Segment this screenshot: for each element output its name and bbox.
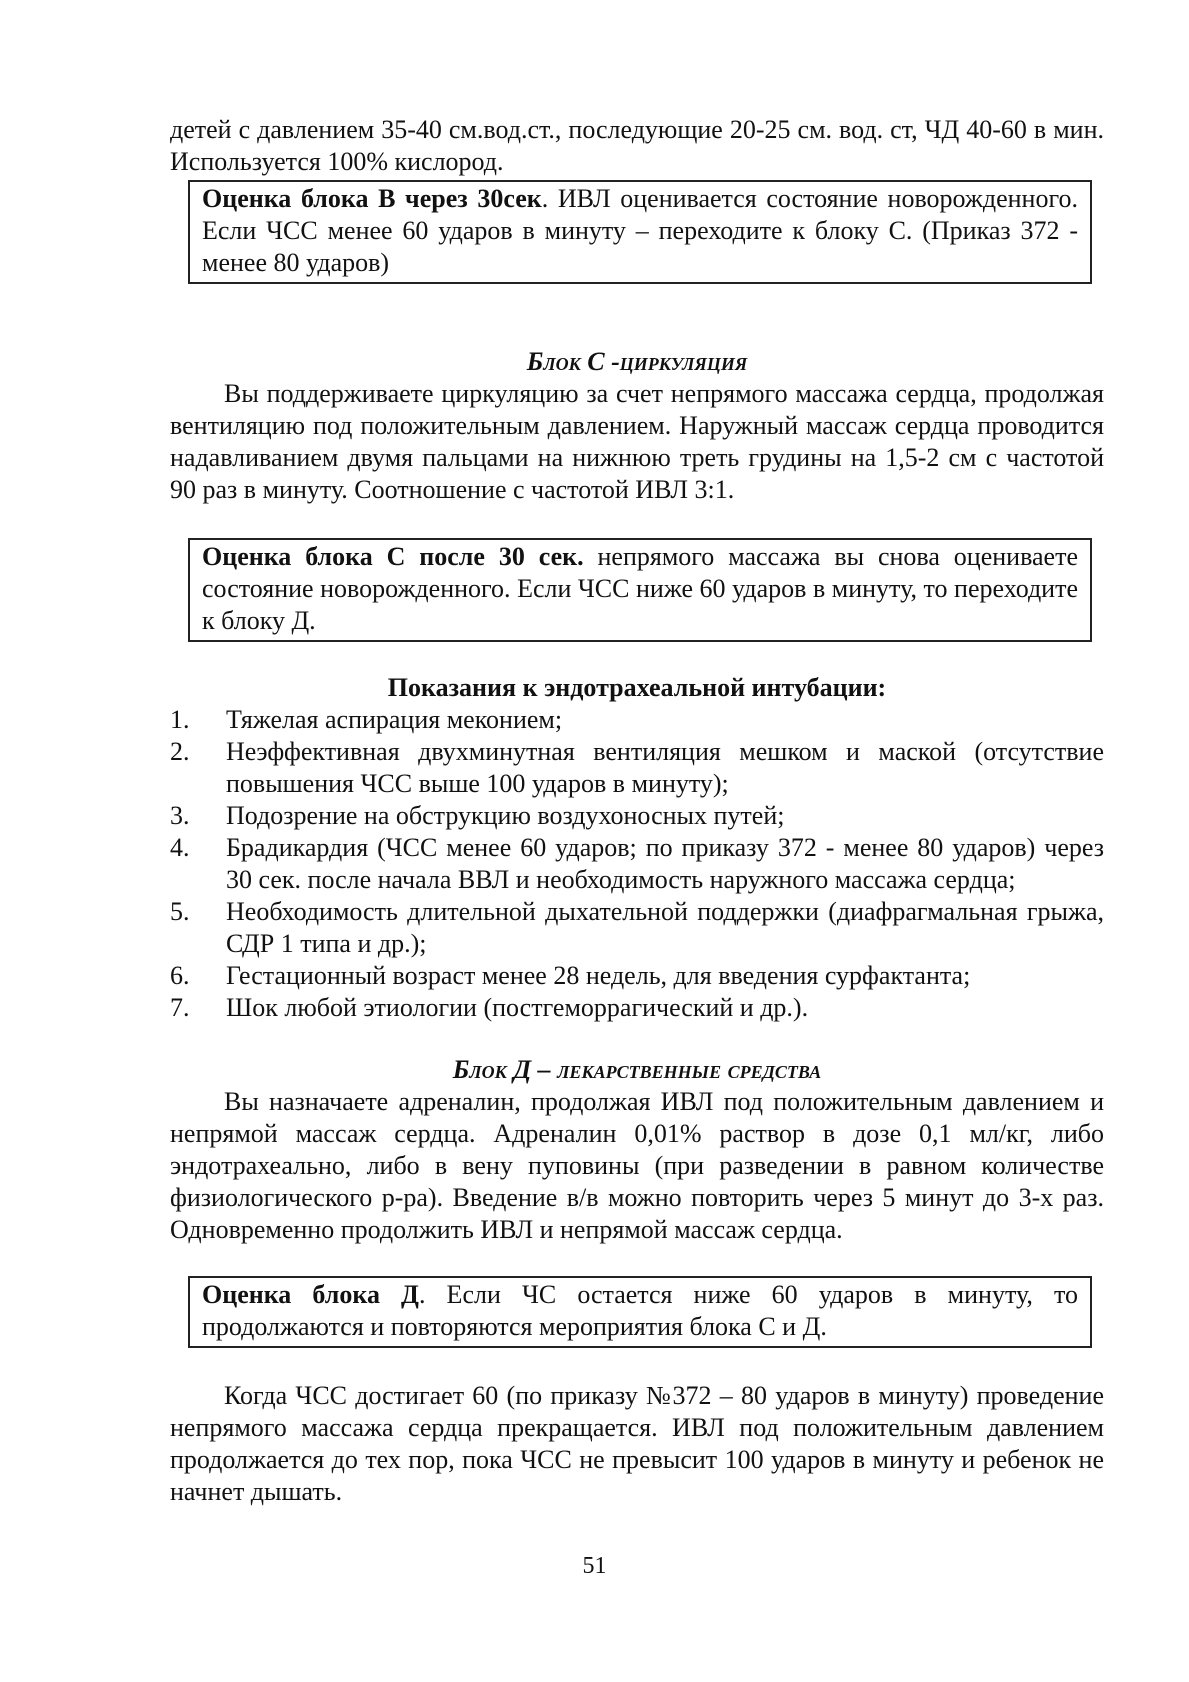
block-b-assessment-heading: Оценка блока В через 30сек (202, 184, 542, 213)
block-c-title: Блок С -циркуляция (526, 347, 748, 376)
indications-list (170, 704, 1104, 1024)
block-d-paragraph: Вы назначаете адреналин, продолжая ИВЛ под положительным давлением и непрямой массаж сердца. Адреналин 0,01% раствор в дозе 0,1 мл/кг, либо эндотрахеально, либо в вену пуповины (при разведении в равном количестве физиологического р-ра). Введение в/в можно повторить через 5 минут до 3-х раз. Одновременно продолжить ИВЛ и непрямой массаж сердца. (170, 1087, 1104, 1244)
block-d-assessment-text: . Если ЧС остается ниже 60 ударов в минуту, то продолжаются и повторяются мероприятия блока С и Д. (202, 1280, 1078, 1341)
block-d-assessment-heading: Оценка блока Д (202, 1280, 419, 1309)
block-c-assessment-box (188, 538, 1092, 642)
block-d-assessment-box (188, 1276, 1092, 1348)
document-page (170, 114, 1104, 1508)
list-item: 3. Подозрение на обструкцию воздухоносных путей; (170, 801, 785, 830)
list-item: 1. Тяжелая аспирация меконием; (170, 705, 563, 734)
list-item: 2. Неэффективная двухминутная вентиляция мешком и маской (отсутствие повышения ЧСС выше 100 ударов в минуту); (170, 737, 1104, 798)
block-b-assessment-text: . ИВЛ оценивается состояние новорожденного. Если ЧСС менее 60 ударов в минуту – переходите к блоку С. (Приказ 372 - менее 80 ударов) (202, 184, 1078, 277)
indications-title: Показания к эндотрахеальной интубации: (387, 673, 887, 702)
block-b-assessment-box (188, 180, 1092, 284)
final-paragraph: Когда ЧСС достигает 60 (по приказу №372 – 80 ударов в минуту) проведение непрямого массажа сердца прекращается. ИВЛ под положительным давлением продолжается до тех пор, пока ЧСС не превысит 100 ударов в минуту и ребенок не начнет дышать. (170, 1381, 1104, 1506)
list-item: 5. Необходимость длительной дыхательной поддержки (диафрагмальная грыжа, СДР 1 типа и др.); (170, 897, 1104, 958)
list-item: 6. Гестационный возраст менее 28 недель, для введения сурфактанта; (170, 961, 971, 990)
block-c-assessment-heading: Оценка блока С после 30 сек. (202, 542, 584, 571)
list-item: 7. Шок любой этиологии (постгеморрагический и др.). (170, 993, 809, 1022)
intro-paragraph: детей с давлением 35-40 см.вод.ст., последующие 20-25 см. вод. ст, ЧД 40-60 в мин. Используется 100% кислород. (170, 115, 1104, 176)
block-c-paragraph: Вы поддерживаете циркуляцию за счет непрямого массажа сердца, продолжая вентиляцию под положительным давлением. Наружный массаж сердца проводится надавливанием двумя пальцами на нижнюю треть грудины на 1,5-2 см с частотой 90 раз в минуту. Соотношение с частотой ИВЛ 3:1. (170, 379, 1104, 504)
list-item: 4. Брадикардия (ЧСС менее 60 ударов; по приказу 372 - менее 80 ударов) через 30 сек. после начала ВВЛ и необходимость наружного массажа сердца; (170, 833, 1104, 894)
block-c-assessment-text: непрямого массажа вы снова оцениваете состояние новорожденного. Если ЧСС ниже 60 ударов в минуту, то переходите к блоку Д. (202, 542, 1078, 635)
block-d-title: Блок Д – лекарственные средства (452, 1055, 822, 1084)
page-number: 51 (582, 1553, 607, 1579)
